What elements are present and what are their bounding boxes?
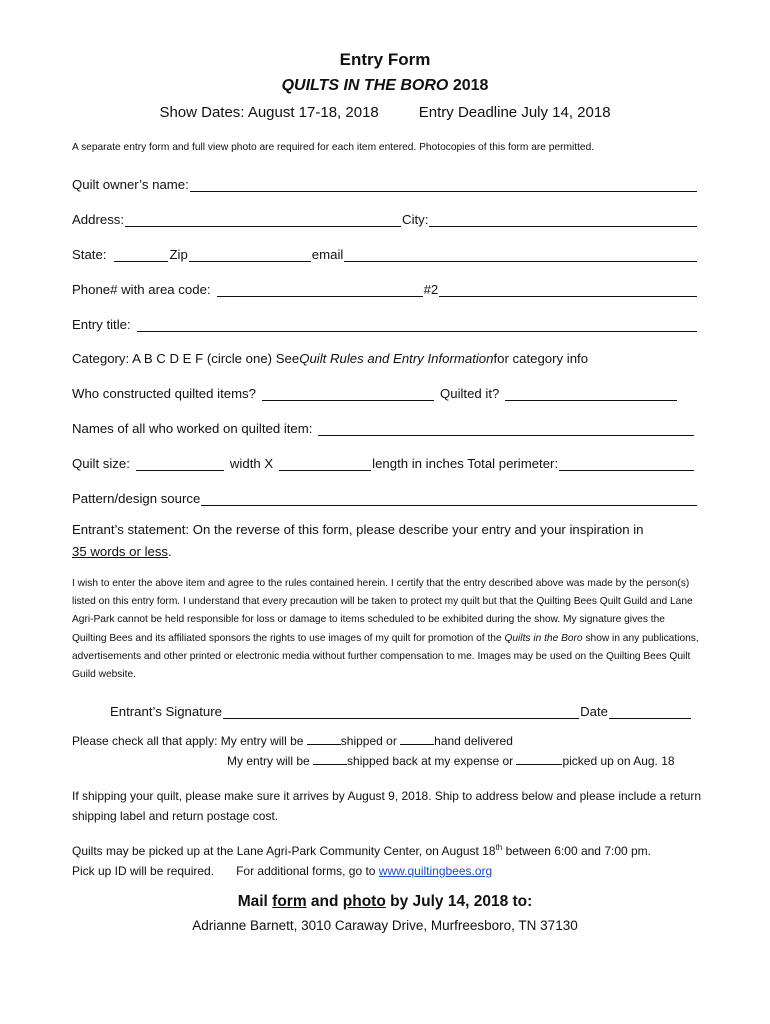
owner-field[interactable] — [190, 177, 697, 192]
owner-row — [72, 170, 698, 192]
size-row — [72, 449, 698, 471]
names-field[interactable] — [318, 421, 694, 436]
names-row — [72, 414, 698, 436]
pattern-row — [72, 484, 698, 506]
entrant-statement: Entrant’s statement: On the reverse of this form, please describe your entry and your inspiration in 35 words or less. — [72, 522, 644, 559]
phone2-label: #2 — [423, 282, 439, 297]
intro-text: A separate entry form and full view photo are required for each item entered. Photocopies of this form are permitted. — [72, 142, 595, 153]
size-label: Quilt size: — [72, 456, 130, 471]
date-label: Date — [580, 704, 608, 719]
hand-delivered-checkbox[interactable] — [400, 733, 434, 745]
signature-row — [110, 697, 692, 719]
address-row — [72, 205, 698, 227]
check-line-2: My entry will be shipped back at my expense or picked up on Aug. 18 — [227, 754, 675, 768]
owner-label: Quilt owner’s name: — [72, 177, 189, 192]
phone-row — [72, 275, 698, 297]
check-line-1: Please check all that apply: My entry will be shipped or hand delivered — [72, 734, 513, 748]
picked-up-checkbox[interactable] — [516, 753, 562, 765]
signature-field[interactable] — [223, 704, 579, 719]
shipping-note: If shipping your quilt, please make sure it arrives by August 9, 2018. Ship to address below and please include a return shipping label and return postage cost. — [72, 789, 702, 823]
certification-text: I wish to enter the above item and agree to the rules contained herein. I certify that the entry described above was made by the person(s) listed on this entry form. I understand that every precaution will be taken to protect my quilt but that the Quilting Bees Quilt Guild and Lane Agri-Park cannot be held responsible for loss or damage to items scheduled to be exhibited during the show. My signature gives the Quilting Bees and its affiliated sponsors the rights to use images of my quilt for promotion of the Quilts in the Boro show in any publications, advertisements and other printed or electronic media without further compensation to me. Images may be used on the Quilting Bees Quilt Guild website. — [72, 578, 699, 681]
mail-heading: Mail form and photo by July 14, 2018 to: — [237, 893, 533, 910]
mailing-address: Adrianne Barnett, 3010 Caraway Drive, Murfreesboro, TN 37130 — [192, 918, 578, 933]
quilted-label: Quilted it? — [439, 386, 500, 401]
phone-field[interactable] — [217, 282, 423, 297]
perimeter-field[interactable] — [559, 456, 694, 471]
email-label: email — [311, 247, 344, 262]
website-link[interactable]: www.quiltingbees.org — [378, 864, 493, 878]
show-dates: Show Dates: August 17-18, 2018 — [159, 104, 379, 121]
shipped-back-checkbox[interactable] — [313, 753, 347, 765]
width-label: width X — [229, 456, 274, 471]
entry-title-label: Entry title: — [72, 317, 131, 332]
category-prefix: Category: A B C D E F (circle one) See — [72, 351, 300, 366]
city-label: City: — [402, 212, 429, 227]
address-field[interactable] — [125, 212, 401, 227]
show-name-reference: Quilts in the Boro — [504, 632, 583, 644]
state-field[interactable] — [114, 247, 168, 262]
email-field[interactable] — [344, 247, 697, 262]
zip-label: Zip — [169, 247, 188, 262]
show-name-italic: QUILTS IN THE BORO — [281, 77, 449, 94]
entry-deadline: Entry Deadline July 14, 2018 — [418, 104, 611, 121]
size-field[interactable] — [136, 456, 224, 471]
show-year: 2018 — [452, 77, 489, 94]
constructed-field[interactable] — [262, 386, 434, 401]
state-label: State: — [72, 247, 107, 262]
quilted-field[interactable] — [505, 386, 677, 401]
form-title: Entry Form — [339, 50, 431, 69]
word-limit: 35 words or less — [72, 544, 169, 559]
pattern-label: Pattern/design source — [72, 491, 201, 506]
width-field[interactable] — [279, 456, 371, 471]
entry-title-field[interactable] — [137, 317, 697, 332]
show-name — [0, 77, 770, 95]
constructed-row — [72, 379, 698, 401]
city-field[interactable] — [429, 212, 697, 227]
phone-label: Phone# with area code: — [72, 282, 211, 297]
zip-field[interactable] — [189, 247, 311, 262]
pattern-field[interactable] — [201, 491, 697, 506]
phone2-field[interactable] — [439, 282, 697, 297]
entry-title-row — [72, 310, 698, 332]
state-row — [72, 240, 698, 262]
shipped-checkbox[interactable] — [307, 733, 341, 745]
address-label: Address: — [72, 212, 125, 227]
signature-label: Entrant’s Signature — [110, 704, 222, 719]
category-row — [72, 344, 698, 366]
category-rules-reference: Quilt Rules and Entry Information — [299, 351, 494, 366]
constructed-label: Who constructed quilted items? — [72, 386, 256, 401]
names-label: Names of all who worked on quilted item: — [72, 421, 313, 436]
pickup-info: Quilts may be picked up at the Lane Agri-Park Community Center, on August 18th between 6:00 and 7:00 pm. Pick up ID will be required. For additional forms, go to www.quiltingbees.org — [72, 843, 652, 878]
length-label: length in inches Total perimeter: — [372, 456, 559, 471]
show-dates-line — [0, 104, 770, 121]
date-field[interactable] — [609, 704, 691, 719]
category-suffix: for category info — [493, 351, 589, 366]
